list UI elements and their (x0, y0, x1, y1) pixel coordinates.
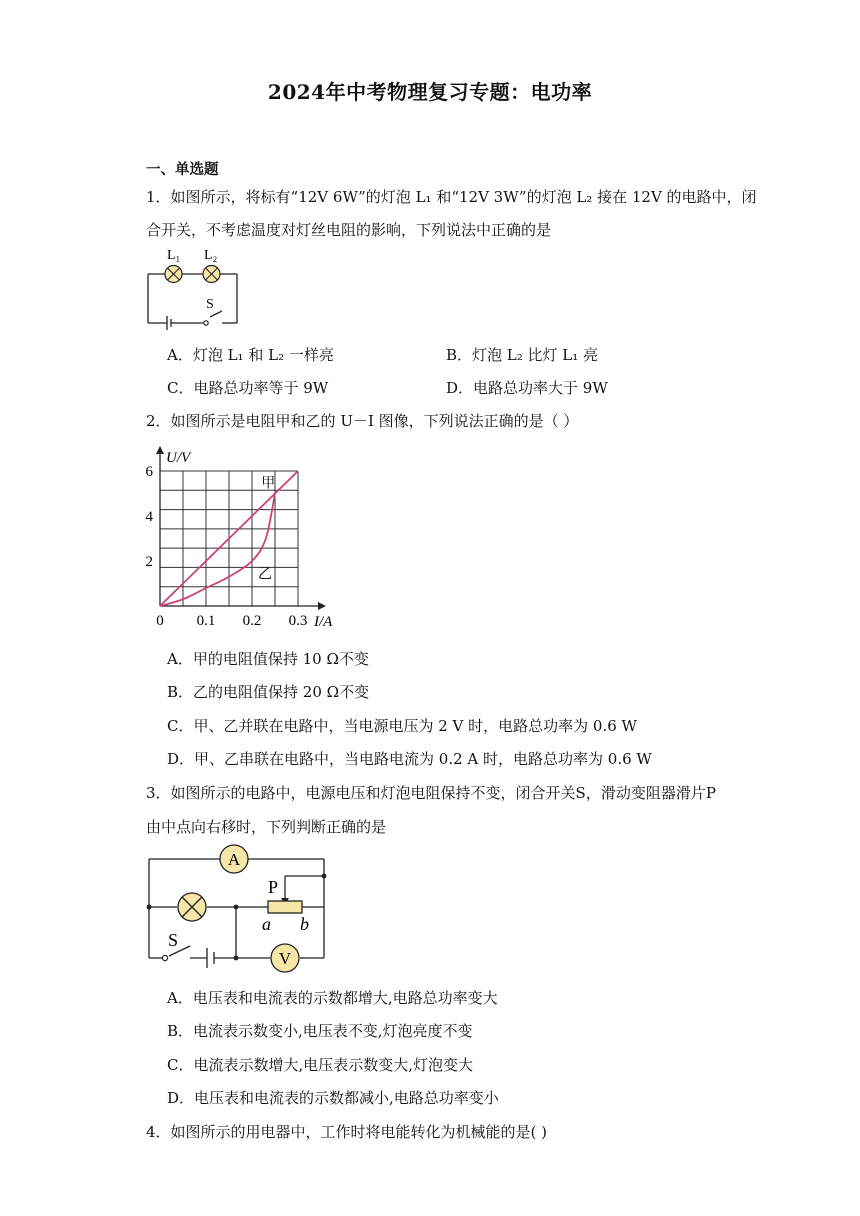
q1-circuit-diagram (140, 244, 250, 332)
q2-stem: 2．如图所示是电阻甲和乙的 U－I 图像，下列说法正确的是（ ） (146, 412, 579, 430)
x-tick-label: 0 (156, 613, 164, 629)
x-tick-label: 0.2 (242, 613, 262, 629)
page-title: 2024年中考物理复习专题：电功率 (267, 80, 593, 104)
label-end-a: a (262, 914, 271, 934)
q3-circuit-diagram (140, 842, 340, 978)
x-tick-label: 0.1 (196, 613, 216, 629)
q4-stem: 4．如图所示的用电器中，工作时将电能转化为机械能的是( ) (146, 1123, 548, 1141)
y-tick-label: 4 (145, 509, 153, 525)
q2-ui-chart (140, 440, 350, 630)
x-axis-label: I/A (314, 614, 333, 630)
q2-option-d[interactable]: D．甲、乙串联在电路中，当电路电流为 0.2 A 时，电路总功率为 0.6 W (167, 750, 652, 768)
y-axis-label: U/V (166, 450, 191, 466)
q1-option-d[interactable]: D．电路总功率大于 9W (446, 379, 608, 397)
ammeter-icon (220, 845, 248, 873)
section-heading: 一、单选题 (146, 161, 219, 178)
q3-option-a[interactable]: A．电压表和电流表的示数都增大,电路总功率变大 (167, 989, 498, 1007)
label-end-b: b (300, 914, 309, 934)
q3-option-b[interactable]: B．电流表示数变小,电压表不变,灯泡亮度不变 (167, 1022, 473, 1040)
q3-stem-line2: 由中点向右移时，下列判断正确的是 (146, 818, 387, 836)
label-slider-p: P (268, 877, 279, 897)
q2-option-b[interactable]: B．乙的电阻值保持 20 Ω不变 (167, 683, 370, 701)
label-l1: L₁ (167, 248, 181, 263)
q3-option-d[interactable]: D．电压表和电流表的示数都减小,电路总功率变小 (167, 1089, 499, 1107)
y-tick-label: 6 (145, 464, 153, 480)
label-l2: L₂ (204, 248, 218, 263)
q1-option-c[interactable]: C．电路总功率等于 9W (167, 379, 329, 397)
q1-option-b[interactable]: B．灯泡 L₂ 比灯 L₁ 亮 (446, 346, 599, 364)
q2-option-c[interactable]: C．甲、乙并联在电路中，当电源电压为 2 V 时，电路总功率为 0.6 W (167, 717, 637, 735)
y-tick-label: 2 (145, 554, 153, 570)
q1-stem-line1: 1．如图所示，将标有“12V 6W”的灯泡 L₁ 和“12V 3W”的灯泡 L₂ 接在 12V 的电路中，闭 (146, 188, 757, 206)
q3-stem-line1: 3．如图所示的电路中，电源电压和灯泡电阻保持不变，闭合开关S，滑动变阻器滑片P (146, 784, 716, 802)
label-switch-s: S (206, 297, 214, 312)
q1-option-a[interactable]: A．灯泡 L₁ 和 L₂ 一样亮 (167, 346, 334, 364)
voltmeter-icon (271, 944, 299, 972)
lamp-l2-icon (203, 266, 220, 283)
ammeter-label: A (227, 850, 241, 869)
x-tick-label: 0.3 (288, 613, 308, 629)
q3-option-c[interactable]: C．电流表示数增大,电压表示数变大,灯泡变大 (167, 1056, 474, 1074)
label-switch-s: S (168, 930, 179, 950)
series-label-yi: 乙 (257, 567, 272, 583)
q2-option-a[interactable]: A．甲的电阻值保持 10 Ω不变 (167, 650, 369, 668)
rheostat-icon (268, 901, 302, 913)
lamp-l1-icon (165, 266, 182, 283)
voltmeter-label: V (278, 949, 292, 968)
lamp-icon (178, 893, 206, 921)
q1-stem-line2: 合开关，不考虑温度对灯丝电阻的影响，下列说法中正确的是 (146, 221, 552, 239)
series-label-jia: 甲 (261, 476, 276, 492)
